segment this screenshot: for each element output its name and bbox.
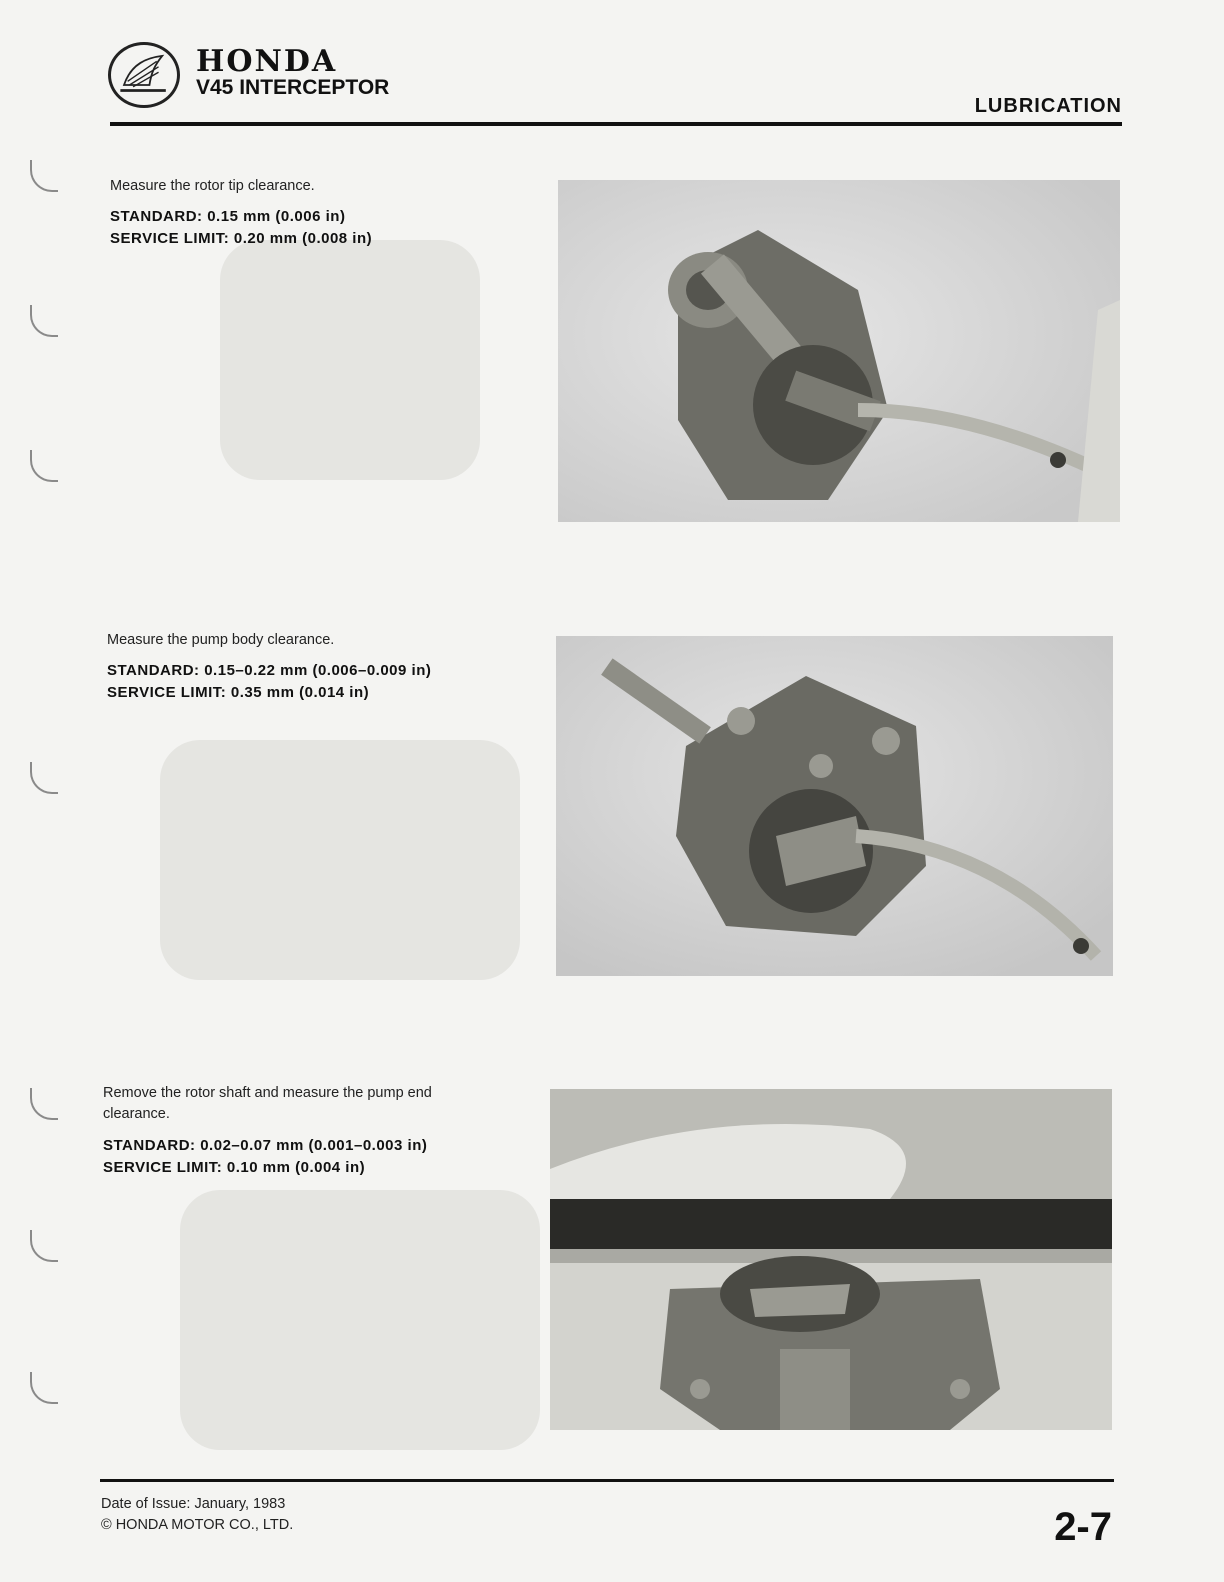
binder-hole [30, 1230, 58, 1262]
step-1-instruction: Measure the rotor tip clearance. [110, 178, 315, 194]
bleed-through-shadow [180, 1190, 540, 1450]
bleed-through-shadow [160, 740, 520, 980]
binder-hole [30, 305, 58, 337]
copyright: © HONDA MOTOR CO., LTD. [101, 1517, 294, 1533]
step-2-standard: STANDARD: 0.15–0.22 mm (0.006–0.009 in) [107, 662, 432, 679]
honda-wing-logo [108, 42, 180, 108]
binder-hole [30, 1088, 58, 1120]
binder-hole [30, 450, 58, 482]
model-name: V45 INTERCEPTOR [196, 76, 390, 99]
step-2-service-limit: SERVICE LIMIT: 0.35 mm (0.014 in) [107, 684, 370, 701]
issue-date: Date of Issue: January, 1983 [101, 1496, 286, 1512]
brand-name: HONDA [196, 44, 338, 79]
step-2-instruction: Measure the pump body clearance. [107, 632, 335, 648]
step-3-instruction: Remove the rotor shaft and measure the pump end clearance. [103, 1085, 432, 1122]
bleed-through-shadow [220, 240, 480, 480]
pump-end-clearance-photo [550, 1089, 1112, 1430]
rotor-tip-clearance-photo [558, 180, 1120, 522]
binder-hole [30, 1372, 58, 1404]
section-title: LUBRICATION [974, 95, 1122, 117]
binder-hole [30, 762, 58, 794]
step-3-service-limit: SERVICE LIMIT: 0.10 mm (0.004 in) [103, 1159, 366, 1176]
page-number: 2-7 [1054, 1505, 1112, 1549]
step-1-standard: STANDARD: 0.15 mm (0.006 in) [110, 208, 346, 225]
step-1-service-limit: SERVICE LIMIT: 0.20 mm (0.008 in) [110, 230, 373, 247]
pump-body-clearance-photo [556, 636, 1113, 976]
binder-hole [30, 160, 58, 192]
step-3-standard: STANDARD: 0.02–0.07 mm (0.001–0.003 in) [103, 1137, 428, 1154]
footer-rule [100, 1479, 1114, 1482]
header-rule [110, 122, 1122, 126]
